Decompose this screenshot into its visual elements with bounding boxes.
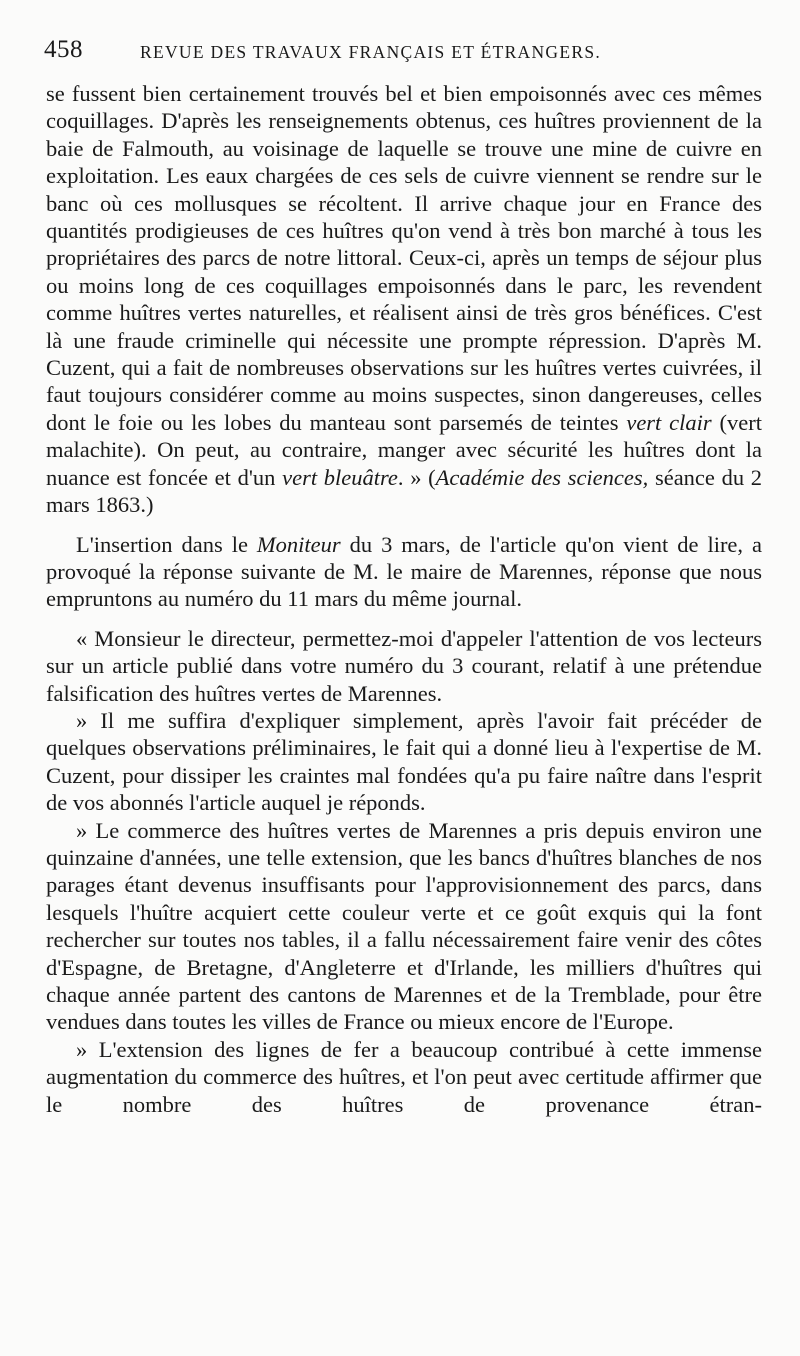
running-head: [44, 36, 764, 66]
paragraph-1-italic-vert-clair: vert clair: [626, 409, 712, 435]
paragraph-6: » L'extension des lignes de fer a beaucoup contribué à cette immense augmentation du commerce des huîtres, et l'on peut avec certitude affirmer que le nombre des huîtres de provenance étran-: [46, 1036, 762, 1117]
paragraph-5: » Le commerce des huîtres vertes de Marennes a pris depuis environ une quinzaine d'années, une telle extension, que les bancs d'huîtres blanches de nos parages étant devenus insuffisants pour l'approvisionnement des parcs, dans lesquels l'huître acquiert cette couleur verte et ce goût exquis qui la font rechercher sur toutes nos tables, il a fallu nécessairement faire venir des côtes d'Espagne, de Bretagne, d'Angleterre et d'Irlande, les milliers d'huîtres qui chaque année partent des cantons de Marennes et de la Tremblade, pour être vendues dans toutes les villes de France ou mieux encore de l'Europe.: [46, 817, 762, 1035]
paragraph-1-italic-vert-bleuatre: vert bleuâtre: [282, 464, 398, 490]
page-number: 458: [44, 36, 83, 63]
paragraph-2-text-a: L'insertion dans le: [76, 531, 257, 557]
paragraph-2-italic-moniteur: Moniteur: [256, 531, 341, 557]
paragraph-1-text-d: séance du 2 mars 1863.): [46, 464, 763, 518]
paragraph-2: [46, 531, 762, 613]
body-text: [46, 80, 762, 1118]
paragraph-1-text-a: se fussent bien certainement trouvés bel et bien empoisonnés avec ces mêmes coquillages. D'après les renseignements obtenus, ces huîtres proviennent de la baie de Falmouth, au voisinage de laquelle se trouve une mine de cuivre en exploitation. Les eaux chargées de ces sels de cuivre viennent se rendre sur le banc où ces mollusques se récoltent. Il arrive chaque jour en France des quantités prodigieuses de ces huîtres qu'on vend à très bon marché à tous les propriétaires des parcs de notre littoral. Ceux-ci, après un temps de séjour plus ou moins long de ces coquillages empoisonnés dans le parc, les revendent comme huîtres vertes naturelles, et réalisent ainsi de très gros bénéfices. C'est là une fraude criminelle qui nécessite une prompte répression. D'après M. Cuzent, qui a fait de nombreuses observations sur les huîtres vertes cuivrées, il faut toujours considérer comme au moins suspectes, sinon dangereuses, celles dont le foie ou les lobes du manteau sont parsemés de teintes: [46, 81, 762, 435]
paragraph-2-text-b: du 3 mars, de l'article qu'on vient de lire, a provoqué la réponse suivante de M. le maire de Marennes, réponse que nous empruntons au numéro du 11 mars du même journal.: [46, 531, 762, 612]
paragraph-1: [46, 80, 762, 519]
paragraph-4: » Il me suffira d'expliquer simplement, après l'avoir fait précéder de quelques observations préliminaires, le fait qui a donné lieu à l'expertise de M. Cuzent, pour dissiper les craintes mal fondées qu'a pu faire naître dans l'esprit de vos abonnés l'article auquel je réponds.: [46, 707, 762, 816]
paragraph-1-text-b: (vert malachite). On peut, au contraire, manger avec sécurité les huîtres dont la nuance est foncée et d'un: [46, 409, 762, 490]
paragraph-1-italic-academie: Académie des sciences,: [435, 464, 649, 490]
running-title: REVUE DES TRAVAUX FRANÇAIS ET ÉTRANGERS.: [140, 42, 602, 62]
paragraph-3: « Monsieur le directeur, permettez-moi d'appeler l'attention de vos lecteurs sur un article publié dans votre numéro du 3 courant, relatif à une prétendue falsification des huîtres vertes de Marennes.: [46, 625, 762, 706]
paragraph-1-text-c: . » (: [397, 464, 436, 490]
